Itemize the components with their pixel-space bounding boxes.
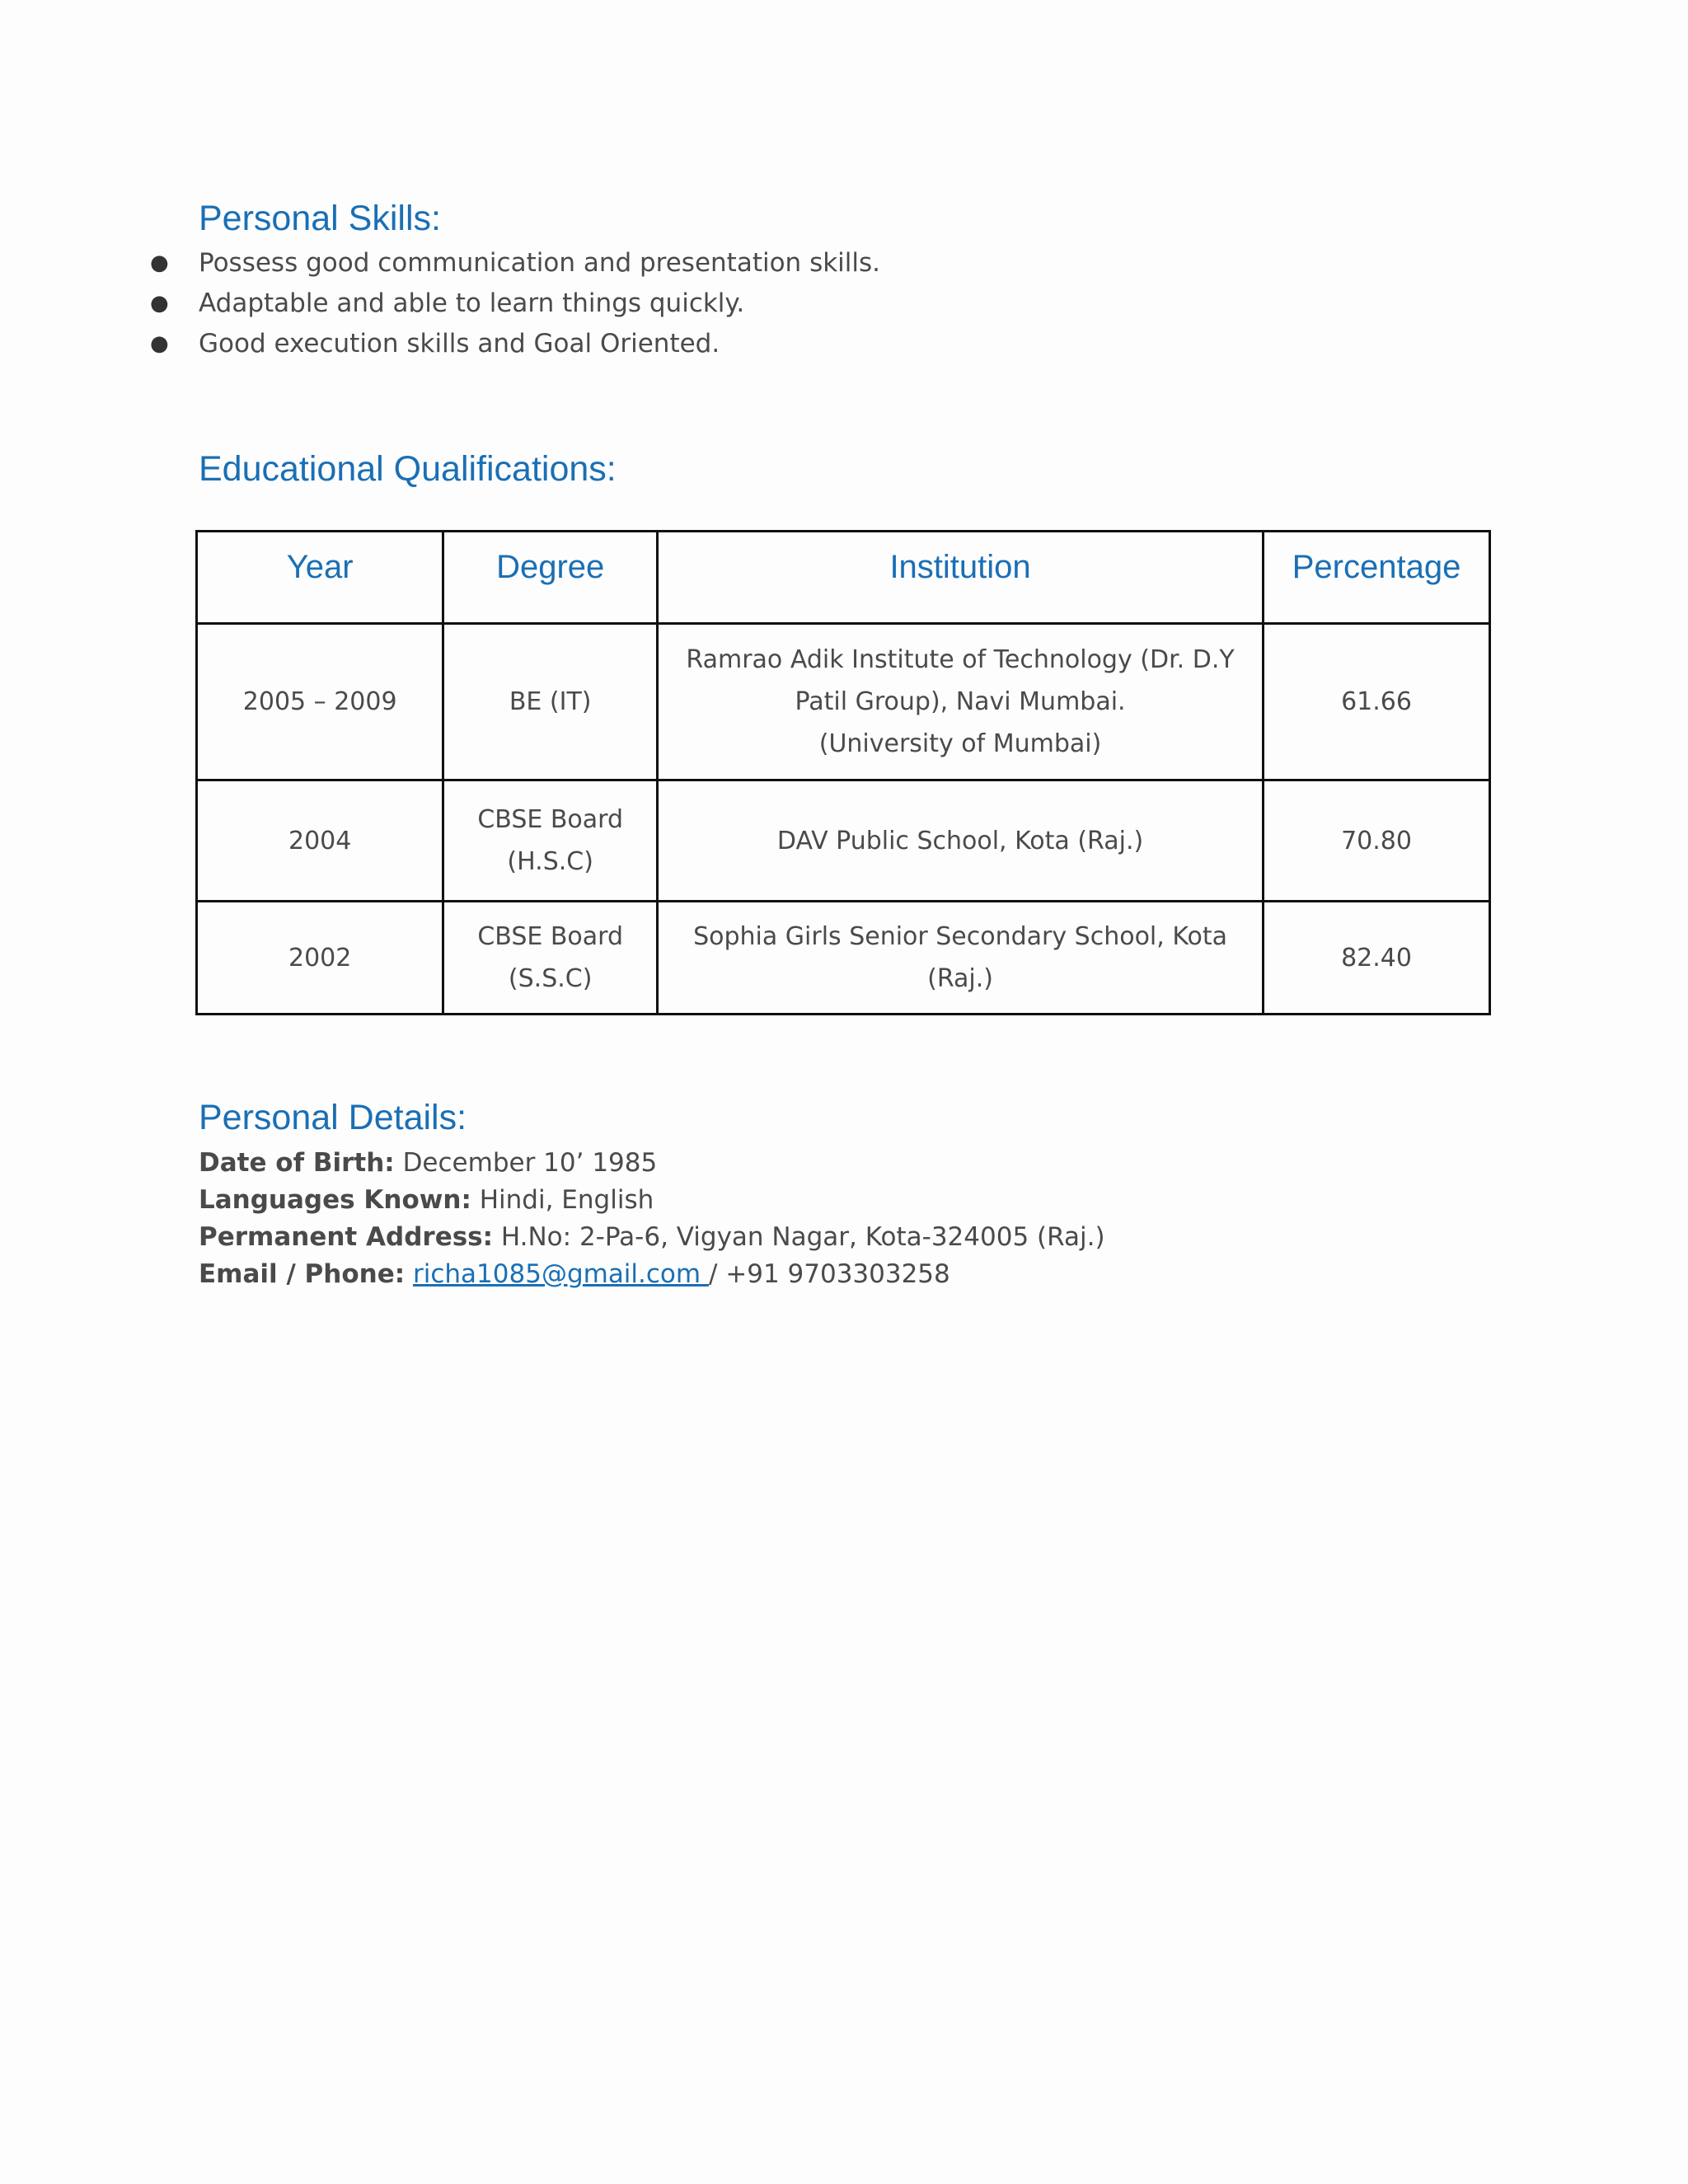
list-item bbox=[0, 286, 880, 326]
percentage-cell: 82.40 bbox=[1264, 902, 1490, 1015]
email-link[interactable]: richa1085@gmail.com bbox=[413, 1259, 709, 1289]
year-cell: 2004 bbox=[197, 780, 443, 902]
list-item bbox=[0, 326, 880, 367]
column-header-institution: Institution bbox=[658, 532, 1264, 624]
education-heading: Educational Qualifications: bbox=[199, 449, 617, 489]
languages-line bbox=[199, 1182, 1105, 1219]
institution-line: (University of Mumbai) bbox=[818, 729, 1102, 758]
institution-line: Ramrao Adik Institute of Technology (Dr. D.Y bbox=[686, 645, 1235, 674]
personal-details-heading: Personal Details: bbox=[199, 1098, 467, 1137]
degree-line: CBSE Board bbox=[477, 805, 624, 834]
personal-skills-heading: Personal Skills: bbox=[199, 199, 441, 238]
personal-skills-list bbox=[0, 246, 880, 367]
column-header-year: Year bbox=[197, 532, 443, 624]
list-item bbox=[0, 246, 880, 286]
education-table bbox=[195, 530, 1491, 1015]
degree-cell bbox=[443, 624, 658, 780]
languages-label: Languages Known: bbox=[199, 1185, 471, 1215]
degree-line: (S.S.C) bbox=[508, 964, 593, 993]
personal-details-block bbox=[199, 1145, 1105, 1293]
institution-line: (Raj.) bbox=[927, 964, 993, 993]
skill-text: Possess good communication and presentation skills. bbox=[199, 248, 881, 278]
institution-cell bbox=[658, 902, 1264, 1015]
column-header-percentage: Percentage bbox=[1264, 532, 1490, 624]
degree-line: CBSE Board bbox=[477, 922, 624, 951]
table-row bbox=[197, 902, 1490, 1015]
dob-value: December 10’ 1985 bbox=[402, 1148, 658, 1178]
contact-label: Email / Phone: bbox=[199, 1259, 406, 1289]
phone-value: / +91 9703303258 bbox=[708, 1259, 950, 1289]
address-line bbox=[199, 1219, 1105, 1256]
institution-line: Patil Group), Navi Mumbai. bbox=[795, 687, 1126, 716]
table-row bbox=[197, 624, 1490, 780]
dob-line bbox=[199, 1145, 1105, 1182]
degree-cell bbox=[443, 902, 658, 1015]
institution-line: DAV Public School, Kota (Raj.) bbox=[776, 826, 1144, 855]
year-cell: 2005 – 2009 bbox=[197, 624, 443, 780]
languages-value: Hindi, English bbox=[479, 1185, 654, 1215]
degree-cell bbox=[443, 780, 658, 902]
degree-line: (H.S.C) bbox=[507, 847, 593, 876]
table-row bbox=[197, 780, 1490, 902]
degree-line: BE (IT) bbox=[509, 687, 592, 716]
table-header-row bbox=[197, 532, 1490, 624]
bullet-icon: ● bbox=[150, 291, 169, 316]
institution-cell bbox=[658, 624, 1264, 780]
institution-cell bbox=[658, 780, 1264, 902]
dob-label: Date of Birth: bbox=[199, 1148, 395, 1178]
bullet-icon: ● bbox=[150, 251, 169, 275]
bullet-icon: ● bbox=[150, 331, 169, 356]
year-cell: 2002 bbox=[197, 902, 443, 1015]
address-value: H.No: 2-Pa-6, Vigyan Nagar, Kota-324005 (Raj.) bbox=[500, 1222, 1105, 1252]
skill-text: Adaptable and able to learn things quickly. bbox=[199, 288, 745, 318]
contact-line bbox=[199, 1256, 1105, 1293]
column-header-degree: Degree bbox=[443, 532, 658, 624]
institution-line: Sophia Girls Senior Secondary School, Kota bbox=[693, 922, 1228, 951]
skill-text: Good execution skills and Goal Oriented. bbox=[199, 329, 720, 359]
address-label: Permanent Address: bbox=[199, 1222, 494, 1252]
percentage-cell: 70.80 bbox=[1264, 780, 1490, 902]
percentage-cell: 61.66 bbox=[1264, 624, 1490, 780]
